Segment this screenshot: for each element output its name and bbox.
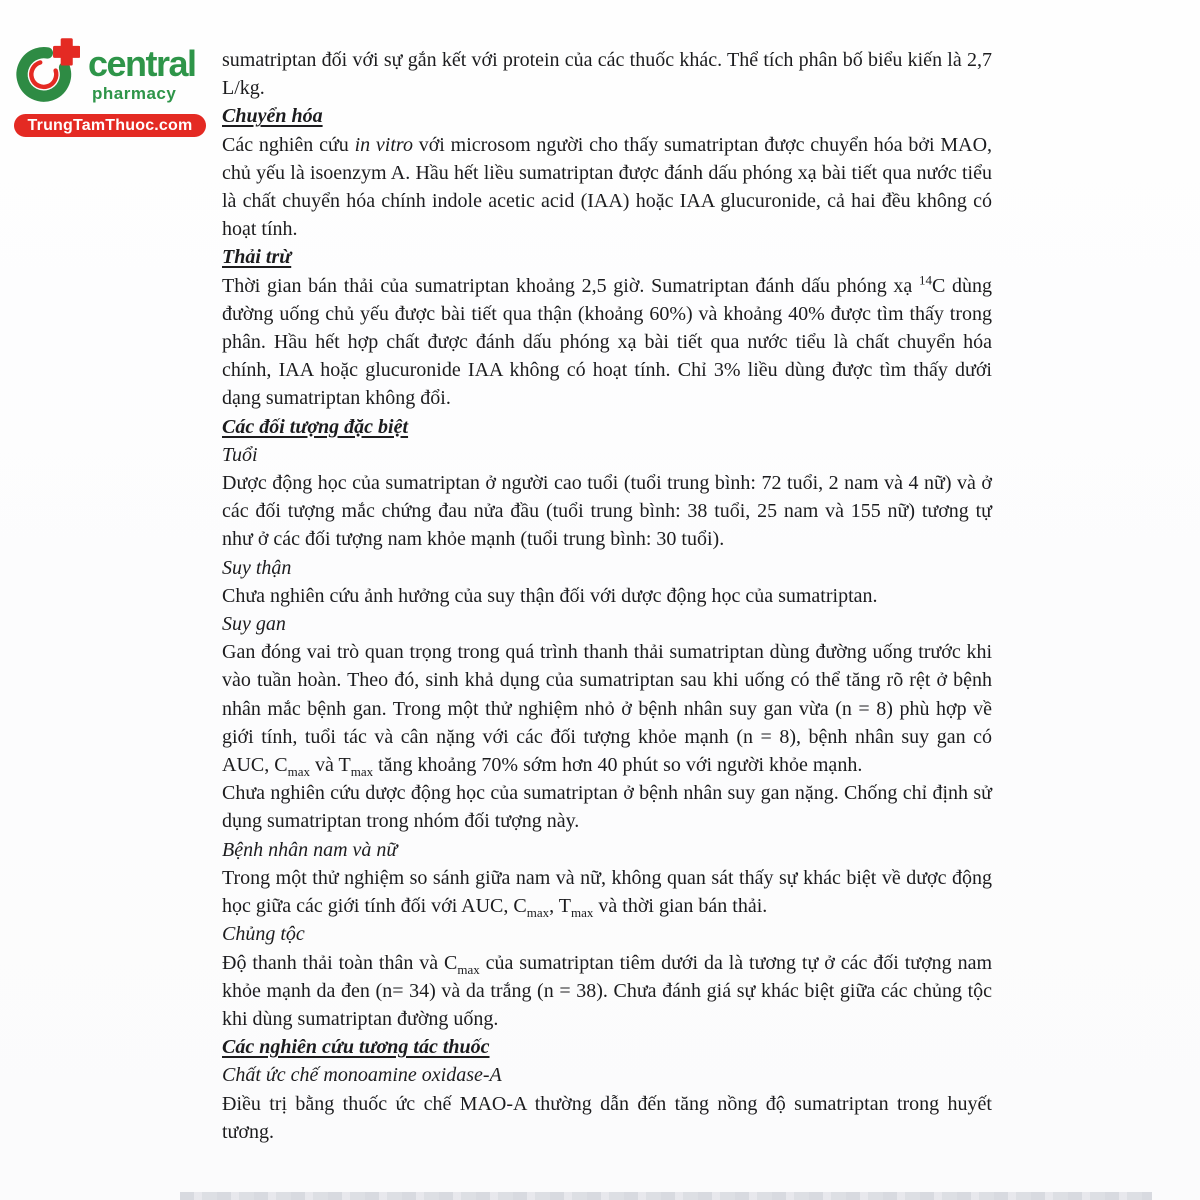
paragraph	[222, 864, 992, 920]
text-run: và thời gian bán thải.	[593, 895, 768, 918]
text-run: Suy gan	[222, 613, 286, 636]
sub-heading	[222, 554, 992, 582]
section-heading	[222, 1033, 992, 1061]
text-run: với microsom người cho thấy sumatriptan được chuyển hóa bởi MAO, chủ yếu là isoenzym A. Hầu hết liều sumatriptan được đánh dấu phóng xạ bài tiết qua nước tiểu là chất chuyển hóa chính indole acetic acid (IAA) hoặc IAA glucuronide, cả hai đều không có hoạt tính.	[222, 133, 993, 241]
pharmacy-logo	[0, 0, 215, 145]
text-run: Các nghiên cứu	[222, 133, 355, 156]
section-heading	[222, 413, 992, 441]
text-run: Chất ức chế monoamine oxidase-A	[222, 1064, 502, 1087]
text-run: max	[457, 961, 480, 977]
document-body	[222, 46, 992, 1146]
text-run: Độ thanh thải toàn thân và C	[222, 951, 458, 974]
text-run: và T	[309, 754, 351, 777]
section-heading	[222, 243, 992, 271]
next-page-edge	[180, 1192, 1152, 1200]
text-run: Bệnh nhân nam và nữ	[222, 838, 398, 861]
text-run: Các đối tượng đặc biệt	[222, 415, 409, 438]
sub-heading	[222, 1061, 992, 1089]
text-run: C dùng đường uống chủ yếu được bài tiết qua thận (khoảng 60%) và khoảng 40% được tìm thấy trong phân. Hầu hết hợp chất được đánh dấu phóng xạ bài tiết qua nước tiểu là chất chuyển hóa chính, IAA hoặc glucuronide IAA không có hoạt tính. Chỉ 3% liều dùng được tìm thấy dưới dạng sumatriptan không đổi.	[222, 274, 993, 410]
sub-heading	[222, 920, 992, 948]
paragraph	[222, 779, 992, 835]
paragraph	[222, 469, 992, 554]
paragraph	[222, 46, 992, 102]
sub-heading	[222, 836, 992, 864]
text-run: in vitro	[354, 133, 413, 156]
paragraph	[222, 131, 992, 244]
text-run: max	[287, 764, 310, 780]
central-pharmacy-logo-icon	[14, 36, 80, 108]
text-run: Chưa nghiên cứu dược động học của sumatriptan ở bệnh nhân suy gan nặng. Chống chỉ định sử dụng sumatriptan trong nhóm đối tượng này.	[222, 782, 992, 833]
logo-website-url: TrungTamThuoc.com	[27, 116, 193, 134]
paragraph	[222, 272, 992, 413]
paragraph	[222, 949, 992, 1034]
text-run: Điều trị bằng thuốc ức chế MAO-A thường dẫn đến tăng nồng độ sumatriptan trong huyết tương.	[222, 1092, 992, 1143]
logo-website-pill	[14, 114, 206, 137]
text-run: max	[350, 764, 374, 780]
text-run: Gan đóng vai trò quan trọng trong quá trình thanh thải sumatriptan dùng đường uống trước khi vào tuần hoàn. Theo đó, sinh khả dụng của sumatriptan sau khi uống có thể tăng rõ rệt ở bệnh nhân mắc bệnh gan. Trong một thử nghiệm nhỏ ở bệnh nhân suy gan vừa (n = 8) phù hợp về giới tính, tuổi tác và cân nặng với các đối tượng khỏe mạnh (n = 8), bệnh nhân suy gan có AUC, C	[222, 641, 992, 777]
paragraph	[222, 1090, 992, 1146]
logo-brand-text: central	[88, 43, 196, 84]
text-run: Các nghiên cứu tương tác thuốc	[222, 1036, 490, 1059]
text-run: , T	[549, 895, 571, 918]
sub-heading	[222, 610, 992, 638]
text-run: Thải trừ	[222, 246, 292, 269]
text-run: sumatriptan đối với sự gắn kết với protein của các thuốc khác. Thể tích phân bố biểu kiến là 2,7 L/kg.	[222, 49, 992, 100]
sub-heading	[222, 441, 992, 469]
paragraph	[222, 582, 992, 610]
text-run: Trong một thử nghiệm so sánh giữa nam và nữ, không quan sát thấy sự khác biệt về dược động học giữa các giới tính đối với AUC, C	[222, 866, 992, 918]
text-run: Tuổi	[222, 443, 258, 466]
text-run: Chuyển hóa	[222, 105, 323, 128]
text-run: Suy thận	[222, 556, 292, 579]
text-run: Chưa nghiên cứu ảnh hưởng của suy thận đối với dược động học của sumatriptan.	[222, 584, 878, 607]
text-run: Chủng tộc	[222, 923, 305, 946]
logo-brand-subtext: pharmacy	[92, 84, 177, 103]
section-heading	[222, 102, 992, 130]
paragraph	[222, 638, 992, 779]
text-run: của sumatriptan tiêm dưới da là tương tự ở các đối tượng nam khỏe mạnh da đen (n= 34) và da trắng (n = 38). Chưa đánh giá sự khác biệt giữa các chủng tộc khi dùng sumatriptan đường uống.	[222, 951, 993, 1030]
text-run: 14	[918, 271, 932, 287]
text-run: Dược động học của sumatriptan ở người cao tuổi (tuổi trung bình: 72 tuổi, 2 nam và 4 nữ) và ở các đối tượng mắc chứng đau nửa đầu (tuổi trung bình: 38 tuổi, 25 nam và 155 nữ) tương tự như ở các đối tượng nam khỏe mạnh (tuổi trung bình: 30 tuổi).	[222, 472, 992, 551]
text-run: tăng khoảng 70% sớm hơn 40 phút so với người khỏe mạnh.	[373, 754, 863, 777]
text-run: max	[571, 905, 594, 921]
text-run: max	[526, 905, 550, 921]
text-run: Thời gian bán thải của sumatriptan khoảng 2,5 giờ. Sumatriptan đánh dấu phóng xạ	[222, 274, 919, 297]
